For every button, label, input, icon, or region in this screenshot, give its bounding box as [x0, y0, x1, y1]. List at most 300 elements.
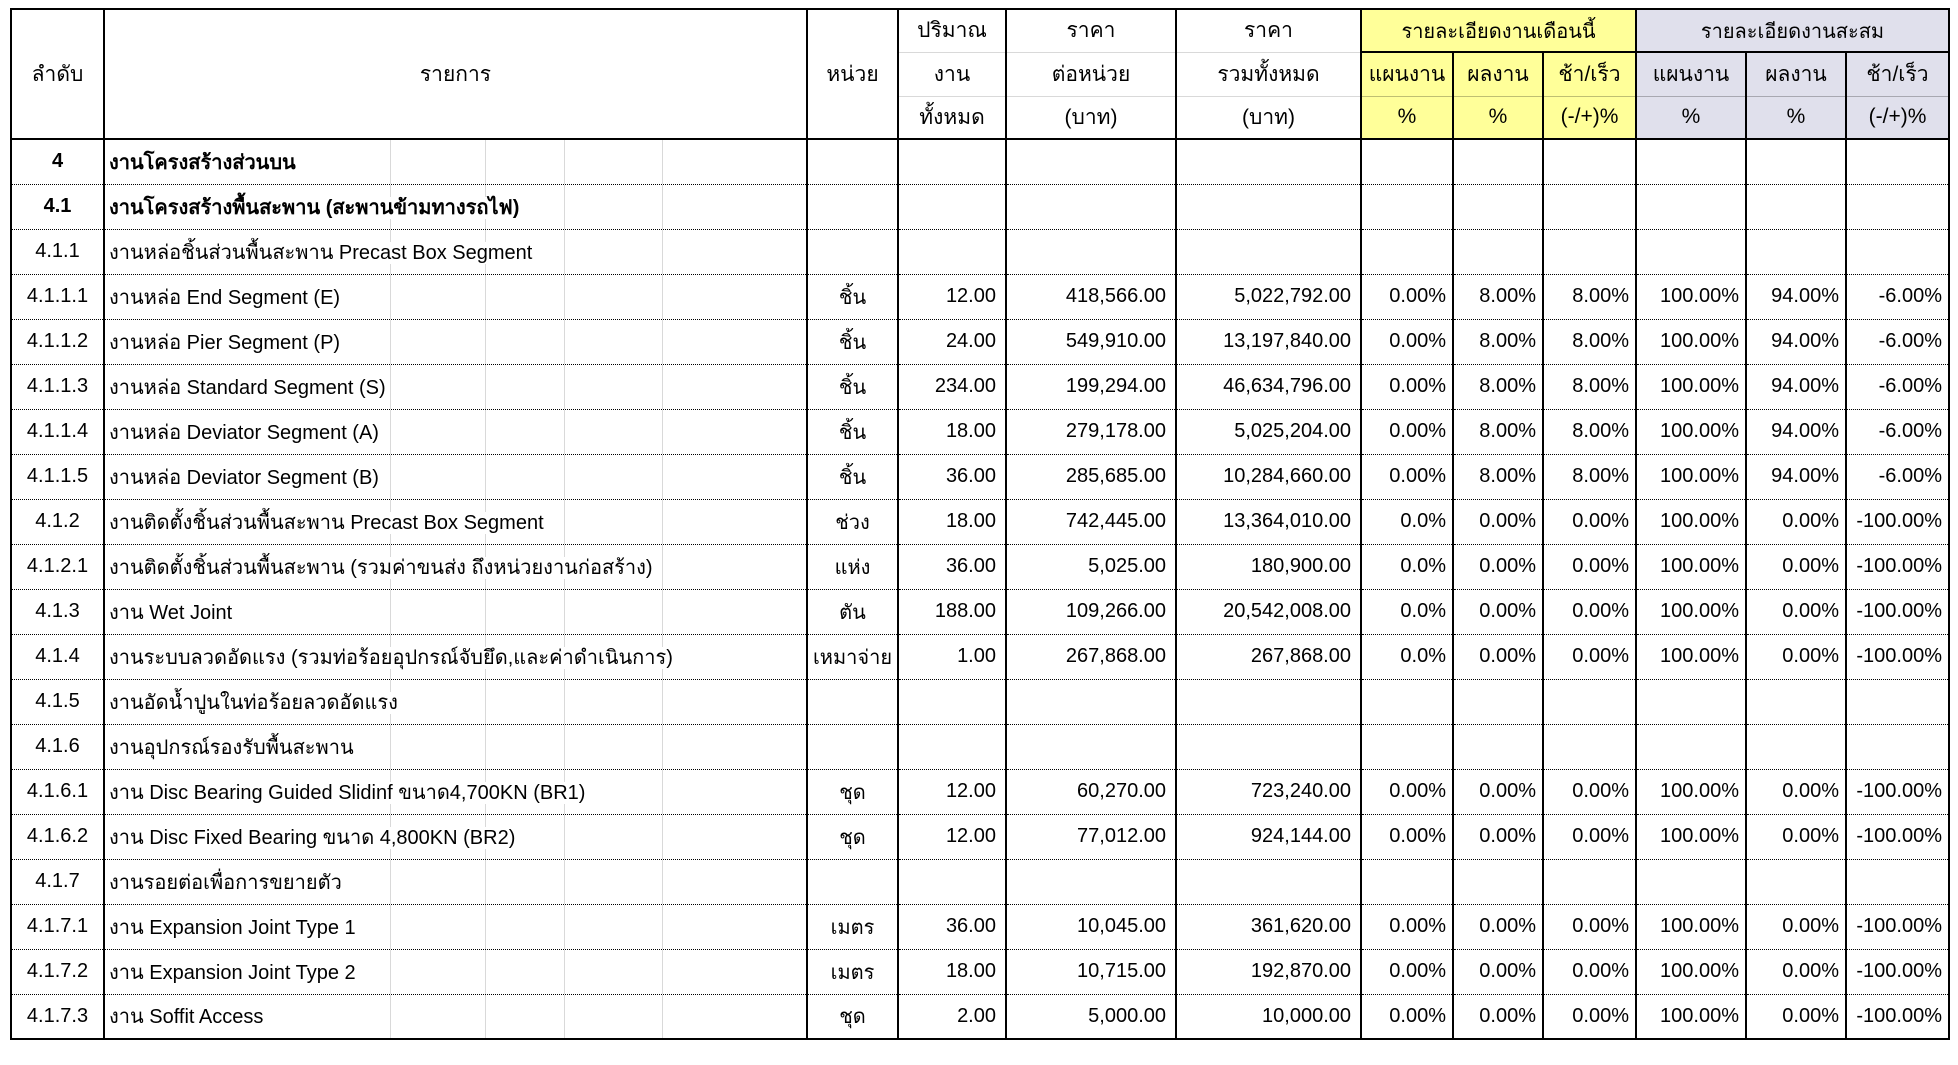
cell-month-diff: 0.00%: [1543, 814, 1636, 859]
header-group-cumulative: รายละเอียดงานสะสม: [1636, 9, 1949, 52]
table-row: [11, 184, 1949, 229]
cell-total-price: 180,900.00: [1176, 544, 1361, 589]
cell-month-diff: 8.00%: [1543, 274, 1636, 319]
cell-no: 4.1.1.5: [11, 454, 104, 499]
cell-unit: เมตร: [807, 949, 898, 994]
cell-unit-price: 10,715.00: [1006, 949, 1176, 994]
header-cum-diff: ช้า/เร็ว: [1846, 52, 1949, 96]
cell-month-plan: [1361, 139, 1453, 184]
cell-month-actual: 0.00%: [1453, 994, 1543, 1039]
cell-unit: ชิ้น: [807, 364, 898, 409]
cell-cum-plan: [1636, 679, 1746, 724]
cell-unit-price: 5,000.00: [1006, 994, 1176, 1039]
cell-unit-price: 60,270.00: [1006, 769, 1176, 814]
cell-quantity: 36.00: [898, 454, 1006, 499]
cell-cum-plan: [1636, 139, 1746, 184]
cell-cum-actual: [1746, 724, 1846, 769]
description-text: งาน Expansion Joint Type 1: [109, 916, 356, 939]
cell-cum-diff: -6.00%: [1846, 319, 1949, 364]
header-unit-price-line1: ราคา: [1006, 9, 1176, 52]
cell-unit-price: 10,045.00: [1006, 904, 1176, 949]
cell-total-price: 46,634,796.00: [1176, 364, 1361, 409]
cell-unit-price: 285,685.00: [1006, 454, 1176, 499]
description-text: งานระบบลวดอัดแรง (รวมท่อร้อยอุปกรณ์จับยึด,และค่าดำเนินการ): [109, 646, 673, 669]
table-row: [11, 769, 1949, 814]
cell-unit-price: 109,266.00: [1006, 589, 1176, 634]
cell-unit: [807, 859, 898, 904]
cell-cum-plan: 100.00%: [1636, 544, 1746, 589]
boq-progress-table: [10, 8, 1950, 1040]
cell-month-actual: 0.00%: [1453, 634, 1543, 679]
table-row: [11, 904, 1949, 949]
table-row: [11, 679, 1949, 724]
cell-month-plan: 0.00%: [1361, 904, 1453, 949]
cell-cum-diff: -6.00%: [1846, 274, 1949, 319]
table-row: [11, 364, 1949, 409]
cell-unit: [807, 724, 898, 769]
cell-month-plan: 0.00%: [1361, 949, 1453, 994]
cell-quantity: 234.00: [898, 364, 1006, 409]
cell-description: [104, 634, 807, 679]
cell-total-price: 924,144.00: [1176, 814, 1361, 859]
cell-month-diff: 8.00%: [1543, 319, 1636, 364]
cell-description: [104, 769, 807, 814]
cell-total-price: 5,025,204.00: [1176, 409, 1361, 454]
table-row: [11, 139, 1949, 184]
header-total-price-line3: (บาท): [1176, 96, 1361, 139]
description-text: งานโครงสร้างส่วนบน: [109, 151, 296, 174]
cell-month-plan: 0.00%: [1361, 274, 1453, 319]
description-text: งาน Disc Bearing Guided Slidinf ขนาด4,700KN (BR1): [109, 781, 586, 804]
cell-cum-plan: 100.00%: [1636, 634, 1746, 679]
cell-month-diff: 0.00%: [1543, 949, 1636, 994]
cell-no: 4.1.6.2: [11, 814, 104, 859]
cell-cum-diff: -100.00%: [1846, 814, 1949, 859]
cell-cum-plan: 100.00%: [1636, 994, 1746, 1039]
description-text: งานอุปกรณ์รองรับพื้นสะพาน: [109, 736, 354, 759]
header-group-this-month: รายละเอียดงานเดือนนี้: [1361, 9, 1636, 52]
cell-cum-actual: 94.00%: [1746, 319, 1846, 364]
cell-description: [104, 229, 807, 274]
cell-total-price: [1176, 679, 1361, 724]
cell-description: [104, 724, 807, 769]
cell-month-plan: 0.00%: [1361, 454, 1453, 499]
header-description: รายการ: [104, 9, 807, 139]
cell-month-plan: 0.00%: [1361, 769, 1453, 814]
cell-unit: ช่วง: [807, 499, 898, 544]
cell-cum-actual: 0.00%: [1746, 769, 1846, 814]
cell-cum-diff: -100.00%: [1846, 769, 1949, 814]
cell-cum-actual: 0.00%: [1746, 904, 1846, 949]
cell-no: 4.1.1.3: [11, 364, 104, 409]
description-text: งาน Expansion Joint Type 2: [109, 961, 356, 984]
cell-month-plan: 0.0%: [1361, 544, 1453, 589]
cell-month-actual: [1453, 859, 1543, 904]
cell-month-plan: 0.00%: [1361, 319, 1453, 364]
header-month-plan-pct: %: [1361, 96, 1453, 139]
cell-quantity: [898, 859, 1006, 904]
table-row: [11, 634, 1949, 679]
cell-month-plan: 0.0%: [1361, 634, 1453, 679]
cell-cum-diff: [1846, 139, 1949, 184]
table-row: [11, 994, 1949, 1039]
cell-cum-diff: -100.00%: [1846, 994, 1949, 1039]
cell-cum-actual: 94.00%: [1746, 409, 1846, 454]
cell-unit: ชิ้น: [807, 319, 898, 364]
cell-no: 4.1.2.1: [11, 544, 104, 589]
cell-month-actual: 0.00%: [1453, 769, 1543, 814]
cell-quantity: 36.00: [898, 544, 1006, 589]
cell-cum-actual: 0.00%: [1746, 589, 1846, 634]
cell-cum-diff: -6.00%: [1846, 364, 1949, 409]
cell-cum-plan: 100.00%: [1636, 364, 1746, 409]
cell-month-actual: 8.00%: [1453, 409, 1543, 454]
cell-cum-actual: 94.00%: [1746, 274, 1846, 319]
cell-month-actual: 0.00%: [1453, 949, 1543, 994]
cell-description: [104, 814, 807, 859]
cell-description: [104, 589, 807, 634]
description-text: งานอัดน้ำปูนในท่อร้อยลวดอัดแรง: [109, 691, 398, 714]
cell-no: 4.1.1: [11, 229, 104, 274]
cell-quantity: 12.00: [898, 814, 1006, 859]
cell-month-diff: 0.00%: [1543, 499, 1636, 544]
cell-no: 4.1.7.1: [11, 904, 104, 949]
cell-month-plan: 0.00%: [1361, 994, 1453, 1039]
cell-no: 4.1.6.1: [11, 769, 104, 814]
cell-quantity: [898, 679, 1006, 724]
description-text: งานติดตั้งชิ้นส่วนพื้นสะพาน Precast Box Segment: [109, 511, 544, 534]
cell-unit-price: [1006, 184, 1176, 229]
cell-unit: [807, 229, 898, 274]
description-text: งาน Wet Joint: [109, 601, 233, 624]
cell-month-actual: [1453, 184, 1543, 229]
cell-unit: [807, 139, 898, 184]
header-quantity-line2: งาน: [898, 52, 1006, 96]
cell-no: 4.1.1.2: [11, 319, 104, 364]
cell-cum-plan: 100.00%: [1636, 814, 1746, 859]
cell-unit-price: [1006, 859, 1176, 904]
cell-total-price: [1176, 229, 1361, 274]
cell-cum-plan: [1636, 229, 1746, 274]
cell-unit-price: [1006, 139, 1176, 184]
cell-description: [104, 454, 807, 499]
header-cum-diff-pct: (-/+)%: [1846, 96, 1949, 139]
cell-total-price: 13,197,840.00: [1176, 319, 1361, 364]
cell-quantity: [898, 139, 1006, 184]
cell-total-price: [1176, 724, 1361, 769]
cell-description: [104, 904, 807, 949]
cell-no: 4.1.7.3: [11, 994, 104, 1039]
table-row: [11, 274, 1949, 319]
cell-month-diff: 8.00%: [1543, 364, 1636, 409]
description-text: งานหล่อ Standard Segment (S): [109, 376, 386, 399]
cell-description: [104, 184, 807, 229]
cell-month-plan: 0.00%: [1361, 409, 1453, 454]
header-cum-plan: แผนงาน: [1636, 52, 1746, 96]
table-header: [11, 9, 1949, 139]
cell-month-actual: 0.00%: [1453, 589, 1543, 634]
cell-month-diff: [1543, 859, 1636, 904]
description-text: งานหล่อชิ้นส่วนพื้นสะพาน Precast Box Segment: [109, 241, 533, 264]
cell-month-plan: 0.0%: [1361, 589, 1453, 634]
description-text: งานโครงสร้างพื้นสะพาน (สะพานข้ามทางรถไฟ): [109, 196, 520, 219]
cell-cum-diff: [1846, 229, 1949, 274]
cell-unit: แห่ง: [807, 544, 898, 589]
cell-quantity: 12.00: [898, 769, 1006, 814]
cell-no: 4.1.7: [11, 859, 104, 904]
cell-unit: ชิ้น: [807, 274, 898, 319]
table-row: [11, 544, 1949, 589]
header-total-price-line1: ราคา: [1176, 9, 1361, 52]
cell-cum-actual: 94.00%: [1746, 364, 1846, 409]
cell-cum-plan: 100.00%: [1636, 499, 1746, 544]
cell-month-diff: 0.00%: [1543, 634, 1636, 679]
cell-cum-diff: -100.00%: [1846, 949, 1949, 994]
cell-quantity: 2.00: [898, 994, 1006, 1039]
cell-month-actual: 8.00%: [1453, 274, 1543, 319]
cell-unit-price: [1006, 679, 1176, 724]
cell-no: 4.1.1.4: [11, 409, 104, 454]
progress-report-table: [10, 8, 1950, 1040]
cell-total-price: 10,000.00: [1176, 994, 1361, 1039]
cell-cum-diff: [1846, 724, 1949, 769]
cell-description: [104, 679, 807, 724]
cell-month-diff: [1543, 184, 1636, 229]
cell-month-actual: 8.00%: [1453, 319, 1543, 364]
cell-unit: ชิ้น: [807, 409, 898, 454]
cell-cum-diff: -100.00%: [1846, 904, 1949, 949]
header-cum-plan-pct: %: [1636, 96, 1746, 139]
cell-month-diff: 0.00%: [1543, 544, 1636, 589]
header-unit-price-line2: ต่อหน่วย: [1006, 52, 1176, 96]
description-text: งานรอยต่อเพื่อการขยายตัว: [109, 871, 342, 894]
cell-cum-actual: 94.00%: [1746, 454, 1846, 499]
header-cum-actual: ผลงาน: [1746, 52, 1846, 96]
header-unit: หน่วย: [807, 9, 898, 139]
cell-quantity: 24.00: [898, 319, 1006, 364]
table-body: [11, 139, 1949, 1039]
cell-cum-plan: 100.00%: [1636, 319, 1746, 364]
cell-total-price: 5,022,792.00: [1176, 274, 1361, 319]
cell-month-actual: 8.00%: [1453, 454, 1543, 499]
cell-cum-diff: -100.00%: [1846, 499, 1949, 544]
cell-cum-plan: [1636, 859, 1746, 904]
cell-quantity: 18.00: [898, 409, 1006, 454]
cell-cum-diff: -6.00%: [1846, 409, 1949, 454]
cell-month-diff: [1543, 139, 1636, 184]
table-row: [11, 589, 1949, 634]
cell-cum-actual: 0.00%: [1746, 634, 1846, 679]
cell-cum-plan: 100.00%: [1636, 769, 1746, 814]
header-quantity-line3: ทั้งหมด: [898, 96, 1006, 139]
cell-unit-price: [1006, 229, 1176, 274]
cell-unit-price: [1006, 724, 1176, 769]
cell-unit-price: 5,025.00: [1006, 544, 1176, 589]
cell-month-actual: 0.00%: [1453, 499, 1543, 544]
header-no: ลำดับ: [11, 9, 104, 139]
cell-total-price: 20,542,008.00: [1176, 589, 1361, 634]
cell-cum-diff: -100.00%: [1846, 634, 1949, 679]
cell-cum-plan: 100.00%: [1636, 454, 1746, 499]
table-row: [11, 499, 1949, 544]
header-total-price-line2: รวมทั้งหมด: [1176, 52, 1361, 96]
cell-month-diff: 0.00%: [1543, 994, 1636, 1039]
cell-unit: ชุด: [807, 814, 898, 859]
cell-unit-price: 77,012.00: [1006, 814, 1176, 859]
cell-description: [104, 499, 807, 544]
cell-cum-diff: -6.00%: [1846, 454, 1949, 499]
cell-month-plan: 0.00%: [1361, 814, 1453, 859]
cell-description: [104, 319, 807, 364]
cell-unit-price: 742,445.00: [1006, 499, 1176, 544]
cell-quantity: 1.00: [898, 634, 1006, 679]
cell-cum-actual: [1746, 859, 1846, 904]
description-text: งาน Disc Fixed Bearing ขนาด 4,800KN (BR2): [109, 826, 516, 849]
cell-total-price: 723,240.00: [1176, 769, 1361, 814]
cell-unit-price: 199,294.00: [1006, 364, 1176, 409]
cell-month-diff: 8.00%: [1543, 409, 1636, 454]
cell-no: 4.1.2: [11, 499, 104, 544]
cell-quantity: [898, 229, 1006, 274]
cell-unit: เหมาจ่าย: [807, 634, 898, 679]
cell-unit: [807, 184, 898, 229]
cell-unit: [807, 679, 898, 724]
description-text: งานหล่อ Deviator Segment (B): [109, 466, 379, 489]
cell-total-price: [1176, 184, 1361, 229]
cell-total-price: 10,284,660.00: [1176, 454, 1361, 499]
cell-no: 4.1.4: [11, 634, 104, 679]
header-unit-price-line3: (บาท): [1006, 96, 1176, 139]
cell-cum-diff: -100.00%: [1846, 589, 1949, 634]
table-row: [11, 454, 1949, 499]
cell-month-plan: [1361, 184, 1453, 229]
cell-month-actual: 8.00%: [1453, 364, 1543, 409]
cell-no: 4: [11, 139, 104, 184]
cell-cum-actual: [1746, 229, 1846, 274]
cell-month-diff: 0.00%: [1543, 904, 1636, 949]
cell-unit-price: 549,910.00: [1006, 319, 1176, 364]
cell-description: [104, 364, 807, 409]
table-row: [11, 814, 1949, 859]
cell-month-actual: [1453, 139, 1543, 184]
cell-cum-plan: 100.00%: [1636, 409, 1746, 454]
cell-cum-actual: 0.00%: [1746, 544, 1846, 589]
cell-unit: ชิ้น: [807, 454, 898, 499]
cell-unit: ชุด: [807, 769, 898, 814]
description-text: งานหล่อ Deviator Segment (A): [109, 421, 379, 444]
header-month-plan: แผนงาน: [1361, 52, 1453, 96]
cell-cum-actual: [1746, 184, 1846, 229]
cell-cum-plan: 100.00%: [1636, 949, 1746, 994]
table-row: [11, 949, 1949, 994]
cell-month-actual: 0.00%: [1453, 814, 1543, 859]
cell-cum-plan: [1636, 724, 1746, 769]
cell-month-plan: 0.00%: [1361, 364, 1453, 409]
cell-month-plan: 0.0%: [1361, 499, 1453, 544]
header-quantity-line1: ปริมาณ: [898, 9, 1006, 52]
cell-month-actual: [1453, 679, 1543, 724]
cell-total-price: 361,620.00: [1176, 904, 1361, 949]
header-month-actual-pct: %: [1453, 96, 1543, 139]
cell-unit-price: 279,178.00: [1006, 409, 1176, 454]
cell-month-actual: 0.00%: [1453, 544, 1543, 589]
cell-total-price: [1176, 859, 1361, 904]
cell-month-plan: [1361, 859, 1453, 904]
cell-month-diff: 0.00%: [1543, 589, 1636, 634]
cell-month-plan: [1361, 679, 1453, 724]
cell-cum-plan: 100.00%: [1636, 904, 1746, 949]
cell-month-diff: [1543, 229, 1636, 274]
cell-cum-plan: [1636, 184, 1746, 229]
cell-total-price: [1176, 139, 1361, 184]
table-row: [11, 229, 1949, 274]
cell-quantity: [898, 724, 1006, 769]
table-row: [11, 724, 1949, 769]
header-month-diff-pct: (-/+)%: [1543, 96, 1636, 139]
cell-cum-plan: 100.00%: [1636, 589, 1746, 634]
cell-cum-diff: -100.00%: [1846, 544, 1949, 589]
cell-cum-plan: 100.00%: [1636, 274, 1746, 319]
cell-quantity: 12.00: [898, 274, 1006, 319]
cell-no: 4.1: [11, 184, 104, 229]
cell-total-price: 267,868.00: [1176, 634, 1361, 679]
cell-month-plan: [1361, 229, 1453, 274]
cell-description: [104, 409, 807, 454]
description-text: งานหล่อ End Segment (E): [109, 286, 341, 309]
cell-description: [104, 994, 807, 1039]
cell-no: 4.1.6: [11, 724, 104, 769]
cell-unit: ชุด: [807, 994, 898, 1039]
cell-unit-price: 267,868.00: [1006, 634, 1176, 679]
table-row: [11, 319, 1949, 364]
cell-cum-actual: [1746, 679, 1846, 724]
cell-cum-actual: 0.00%: [1746, 814, 1846, 859]
description-text: งานหล่อ Pier Segment (P): [109, 331, 341, 354]
cell-month-actual: [1453, 724, 1543, 769]
description-text: งานติดตั้งชิ้นส่วนพื้นสะพาน (รวมค่าขนส่ง ถึงหน่วยงานก่อสร้าง): [109, 556, 653, 579]
cell-no: 4.1.7.2: [11, 949, 104, 994]
header-cum-actual-pct: %: [1746, 96, 1846, 139]
cell-month-diff: 8.00%: [1543, 454, 1636, 499]
cell-cum-actual: 0.00%: [1746, 949, 1846, 994]
cell-month-diff: 0.00%: [1543, 769, 1636, 814]
cell-description: [104, 139, 807, 184]
cell-month-actual: [1453, 229, 1543, 274]
cell-quantity: 18.00: [898, 949, 1006, 994]
header-month-diff: ช้า/เร็ว: [1543, 52, 1636, 96]
cell-cum-actual: 0.00%: [1746, 994, 1846, 1039]
table-row: [11, 409, 1949, 454]
cell-month-plan: [1361, 724, 1453, 769]
header-month-actual: ผลงาน: [1453, 52, 1543, 96]
cell-no: 4.1.5: [11, 679, 104, 724]
cell-unit-price: 418,566.00: [1006, 274, 1176, 319]
cell-unit: เมตร: [807, 904, 898, 949]
cell-quantity: [898, 184, 1006, 229]
cell-no: 4.1.3: [11, 589, 104, 634]
cell-description: [104, 544, 807, 589]
cell-month-actual: 0.00%: [1453, 904, 1543, 949]
cell-no: 4.1.1.1: [11, 274, 104, 319]
cell-description: [104, 859, 807, 904]
description-text: งาน Soffit Access: [109, 1006, 264, 1029]
cell-quantity: 18.00: [898, 499, 1006, 544]
cell-description: [104, 274, 807, 319]
cell-unit: ตัน: [807, 589, 898, 634]
cell-description: [104, 949, 807, 994]
cell-total-price: 192,870.00: [1176, 949, 1361, 994]
cell-month-diff: [1543, 724, 1636, 769]
